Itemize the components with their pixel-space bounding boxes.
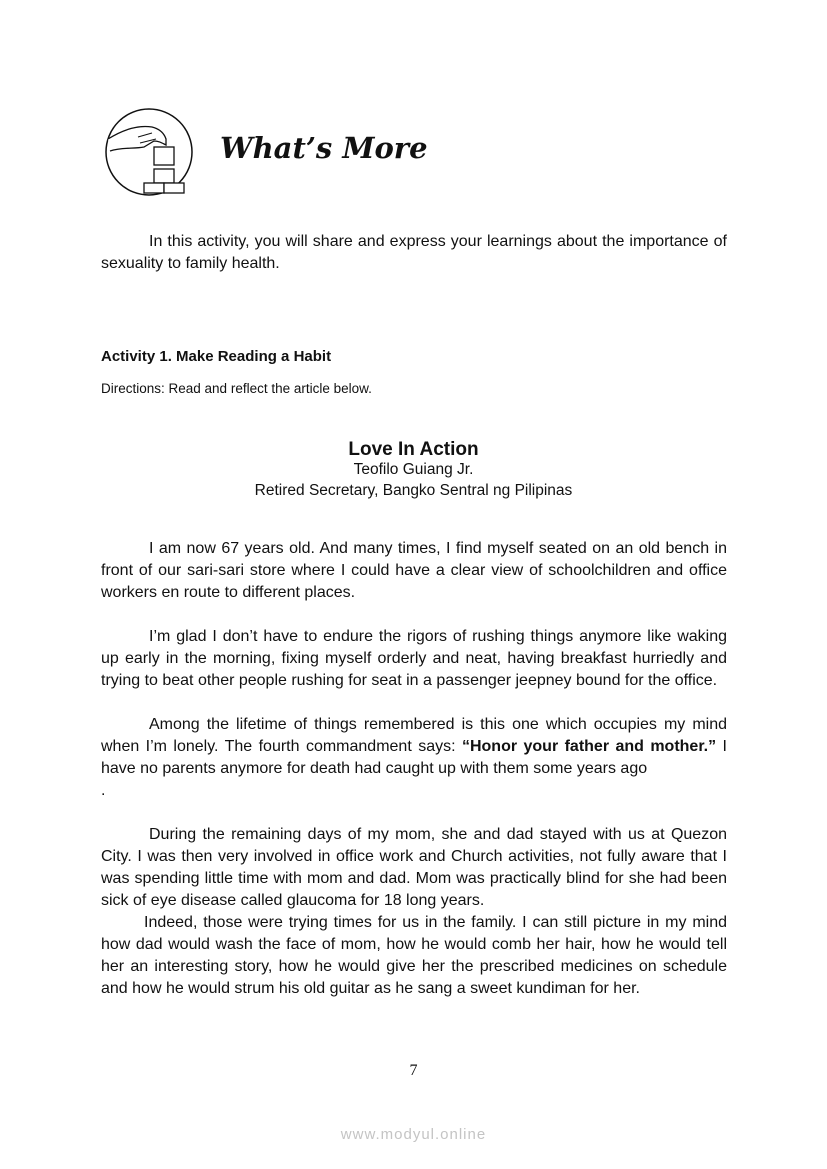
page-number: 7 (409, 1062, 418, 1079)
watermark: www.modyul.online (340, 1126, 487, 1143)
hand-stacking-blocks-icon (104, 107, 194, 197)
article-title: Love In Action (348, 439, 479, 460)
article-paragraph-5: Indeed, those were trying times for us in the family. I can still picture in my mind how dad would wash the face of mom, how he would comb her hair, how he would tell her an interesting story, how he would give her the prescribed medicines on schedule and how he would strum his old guitar as he sang a sweet kundiman for her. (101, 914, 727, 997)
commandment-quote: “Honor your father and mother.” (461, 738, 717, 755)
article-paragraph-3 (101, 714, 727, 780)
intro-text: In this activity, you will share and express your learnings about the importance of sexuality to family health. (101, 233, 727, 272)
stray-period: . (101, 782, 106, 799)
activity-directions: Directions: Read and reflect the article below. (101, 381, 372, 396)
article-paragraph-4: During the remaining days of my mom, she and dad stayed with us at Quezon City. I was then very involved in office work and Church activities, not fully aware that I was spending little time with mom and dad. Mom was practically blind for she had been sick of eye disease called glaucoma for 18 long years. (101, 826, 727, 909)
section-title: What’s More (220, 131, 428, 165)
article-author: Teofilo Guiang Jr. (353, 461, 474, 478)
article-paragraph-2: I’m glad I don’t have to endure the rigors of rushing things anymore like waking up early in the morning, fixing myself orderly and neat, having breakfast hurriedly and trying to beat other people rushing for seat in a passenger jeepney bound for the office. (101, 628, 727, 689)
article-paragraph-1: I am now 67 years old. And many times, I find myself seated on an old bench in front of our sari-sari store where I could have a clear view of schoolchildren and office workers en route to different places. (101, 540, 727, 601)
activity-heading: Activity 1. Make Reading a Habit (101, 348, 332, 365)
article-author-position: Retired Secretary, Bangko Sentral ng Pilipinas (254, 482, 573, 499)
paragraph-text: Among the lifetime of things remembered is this one which occupies my mind when I’m lonely. The fourth commandment says: (101, 716, 727, 755)
paragraph-text: I have no parents anymore for death had caught up with them some years ago (101, 738, 727, 777)
